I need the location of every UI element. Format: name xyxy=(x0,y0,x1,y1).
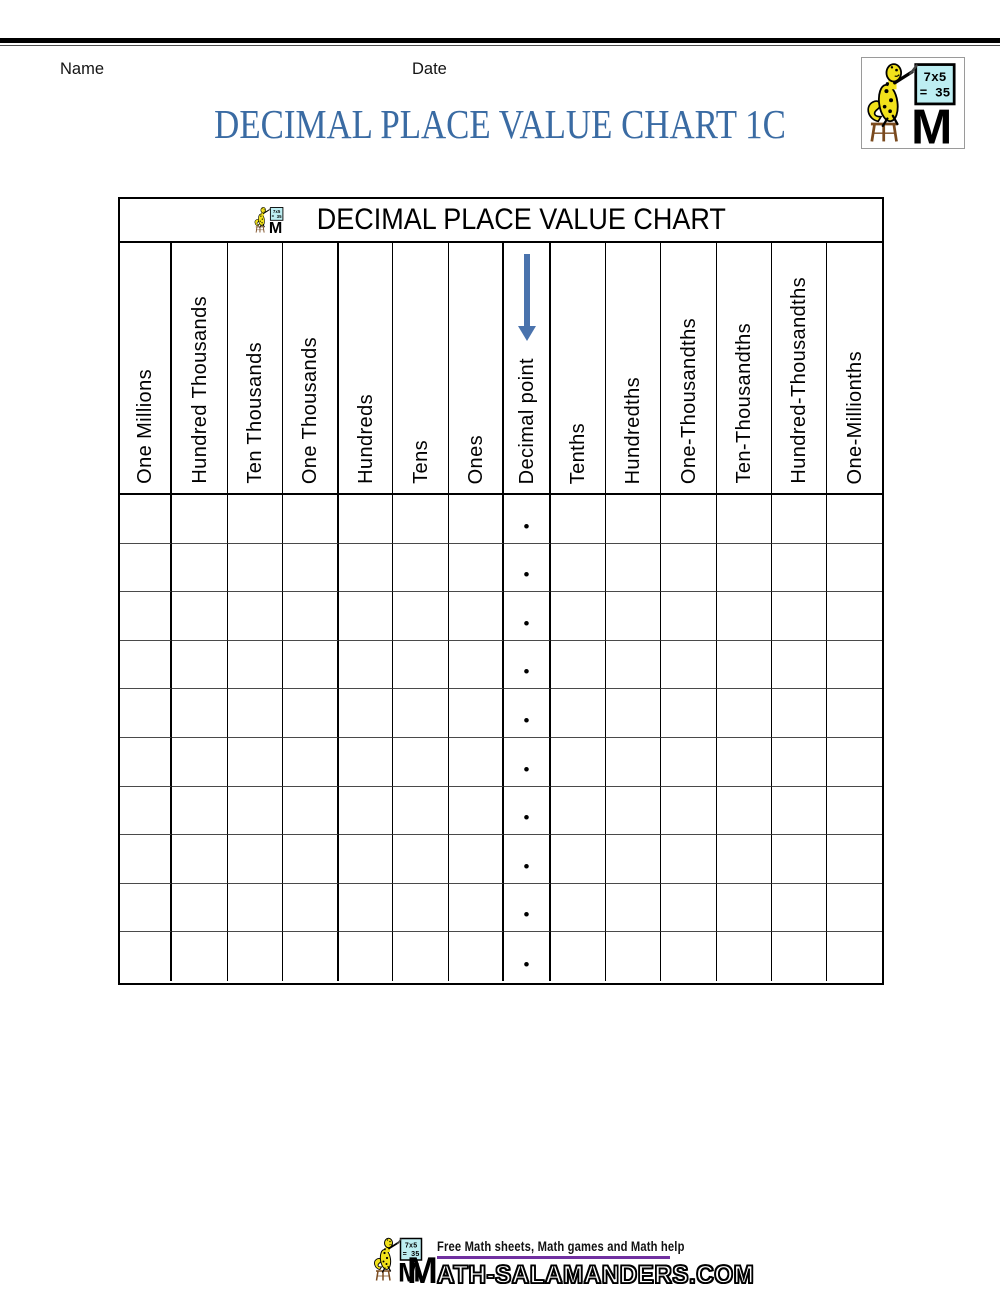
footer-site-wordmark xyxy=(407,1252,764,1289)
digit-cell xyxy=(551,835,606,884)
decimal-point-cell xyxy=(504,787,551,836)
digit-cell xyxy=(393,495,449,544)
digit-cell xyxy=(606,592,661,641)
column-header-label: Ones xyxy=(464,434,487,484)
digit-cell xyxy=(661,835,717,884)
column-header-tenths xyxy=(551,243,606,495)
place-value-grid xyxy=(120,243,882,981)
digit-cell xyxy=(827,738,882,787)
digit-cell xyxy=(393,544,449,593)
column-header-label: Hundred Thousands xyxy=(188,296,211,484)
digit-cell xyxy=(551,641,606,690)
digit-cell xyxy=(120,835,172,884)
decimal-point-dot: • xyxy=(523,565,530,585)
column-header-hundred-thousands xyxy=(172,243,228,495)
digit-cell xyxy=(172,592,228,641)
digit-cell xyxy=(772,884,827,933)
digit-cell xyxy=(661,495,717,544)
column-header-label: One-Thousandths xyxy=(677,317,700,484)
top-divider-line xyxy=(0,45,1000,46)
decimal-point-cell xyxy=(504,641,551,690)
digit-cell xyxy=(661,884,717,933)
date-label: Date xyxy=(412,60,447,78)
column-header-one-thousandths xyxy=(661,243,717,495)
column-header-ten-thousands xyxy=(228,243,283,495)
digit-cell xyxy=(717,495,772,544)
digit-cell xyxy=(283,932,339,981)
digit-cell xyxy=(172,544,228,593)
digit-cell xyxy=(228,689,283,738)
column-header-label: One Thousands xyxy=(299,336,321,484)
digit-cell xyxy=(393,689,449,738)
digit-cell xyxy=(551,932,606,981)
digit-cell xyxy=(172,738,228,787)
digit-cell xyxy=(827,787,882,836)
digit-cell xyxy=(551,787,606,836)
digit-cell xyxy=(772,689,827,738)
digit-cell xyxy=(120,738,172,787)
wordmark-rest: ATH-SALAMANDERS.COM xyxy=(436,1261,755,1289)
digit-cell xyxy=(393,884,449,933)
digit-cell xyxy=(172,787,228,836)
digit-cell xyxy=(120,544,172,593)
digit-cell xyxy=(772,787,827,836)
digit-cell xyxy=(120,884,172,933)
table-title: DECIMAL PLACE VALUE CHART xyxy=(316,203,726,236)
digit-cell xyxy=(228,592,283,641)
digit-cell xyxy=(393,932,449,981)
digit-cell xyxy=(120,495,172,544)
digit-cell xyxy=(283,592,339,641)
digit-cell xyxy=(827,689,882,738)
digit-cell xyxy=(661,544,717,593)
digit-cell xyxy=(606,787,661,836)
digit-cell xyxy=(717,932,772,981)
digit-cell xyxy=(717,641,772,690)
digit-cell xyxy=(449,592,504,641)
column-header-label: Hundreds xyxy=(354,394,377,484)
digit-cell xyxy=(606,835,661,884)
digit-cell xyxy=(606,544,661,593)
digit-cell xyxy=(393,592,449,641)
column-header-tens xyxy=(393,243,449,495)
digit-cell xyxy=(172,884,228,933)
digit-cell xyxy=(827,544,882,593)
column-header-one-thousands xyxy=(283,243,339,495)
digit-cell xyxy=(772,641,827,690)
digit-cell xyxy=(551,689,606,738)
digit-cell xyxy=(827,835,882,884)
decimal-point-arrow-icon xyxy=(518,254,536,341)
decimal-point-cell xyxy=(504,738,551,787)
decimal-point-dot: • xyxy=(523,856,530,876)
column-header-ten-thousandths xyxy=(717,243,772,495)
digit-cell xyxy=(339,689,393,738)
digit-cell xyxy=(228,544,283,593)
digit-cell xyxy=(606,932,661,981)
digit-cell xyxy=(120,689,172,738)
digit-cell xyxy=(339,495,393,544)
column-header-label: One Millions xyxy=(134,369,156,484)
digit-cell xyxy=(717,738,772,787)
name-label: Name xyxy=(60,60,105,78)
table-title-row xyxy=(120,199,882,243)
digit-cell xyxy=(449,689,504,738)
digit-cell xyxy=(228,738,283,787)
digit-cell xyxy=(120,592,172,641)
column-header-hundredths xyxy=(606,243,661,495)
column-header-label: Ten Thousands xyxy=(244,342,266,484)
digit-cell xyxy=(606,495,661,544)
decimal-point-cell xyxy=(504,932,551,981)
digit-cell xyxy=(551,544,606,593)
digit-cell xyxy=(228,495,283,544)
digit-cell xyxy=(339,884,393,933)
digit-cell xyxy=(449,641,504,690)
wordmark-initial: M xyxy=(407,1250,438,1291)
digit-cell xyxy=(393,641,449,690)
decimal-point-cell xyxy=(504,689,551,738)
digit-cell xyxy=(827,641,882,690)
digit-cell xyxy=(661,641,717,690)
digit-cell xyxy=(449,544,504,593)
column-header-label: Tenths xyxy=(567,422,589,484)
column-header-label: Hundredths xyxy=(622,376,644,484)
digit-cell xyxy=(228,932,283,981)
digit-cell xyxy=(551,592,606,641)
column-header-hundred-thousandths xyxy=(772,243,827,495)
decimal-point-dot: • xyxy=(523,954,530,974)
digit-cell xyxy=(449,884,504,933)
decimal-point-cell xyxy=(504,495,551,544)
decimal-point-dot: • xyxy=(523,710,530,730)
decimal-point-cell xyxy=(504,884,551,933)
digit-cell xyxy=(551,495,606,544)
digit-cell xyxy=(827,495,882,544)
digit-cell xyxy=(283,641,339,690)
decimal-point-dot: • xyxy=(523,808,530,828)
digit-cell xyxy=(283,787,339,836)
digit-cell xyxy=(661,932,717,981)
digit-cell xyxy=(339,932,393,981)
digit-cell xyxy=(606,641,661,690)
digit-cell xyxy=(120,932,172,981)
digit-cell xyxy=(717,884,772,933)
digit-cell xyxy=(172,495,228,544)
digit-cell xyxy=(283,884,339,933)
decimal-point-cell xyxy=(504,544,551,593)
digit-cell xyxy=(606,738,661,787)
footer-tagline: Free Math sheets, Math games and Math help xyxy=(437,1238,685,1254)
digit-cell xyxy=(339,544,393,593)
digit-cell xyxy=(228,835,283,884)
digit-cell xyxy=(449,835,504,884)
digit-cell xyxy=(717,689,772,738)
digit-cell xyxy=(172,835,228,884)
place-value-chart-table xyxy=(118,197,884,985)
digit-cell xyxy=(339,592,393,641)
digit-cell xyxy=(551,738,606,787)
digit-cell xyxy=(606,689,661,738)
digit-cell xyxy=(339,641,393,690)
digit-cell xyxy=(172,689,228,738)
digit-cell xyxy=(661,787,717,836)
digit-cell xyxy=(606,884,661,933)
column-header-ones xyxy=(449,243,504,495)
column-header-one-millions xyxy=(120,243,172,495)
column-header-decimal-point xyxy=(504,243,551,495)
digit-cell xyxy=(827,592,882,641)
digit-cell xyxy=(283,835,339,884)
digit-cell xyxy=(283,495,339,544)
column-header-label: Tens xyxy=(409,440,432,484)
decimal-point-dot: • xyxy=(523,759,530,779)
digit-cell xyxy=(283,738,339,787)
digit-cell xyxy=(172,932,228,981)
digit-cell xyxy=(339,738,393,787)
digit-cell xyxy=(449,932,504,981)
digit-cell xyxy=(551,884,606,933)
digit-cell xyxy=(661,689,717,738)
digit-cell xyxy=(393,738,449,787)
digit-cell xyxy=(228,641,283,690)
digit-cell xyxy=(393,787,449,836)
decimal-point-cell xyxy=(504,592,551,641)
digit-cell xyxy=(717,544,772,593)
column-header-label: One-Millionths xyxy=(843,350,866,484)
digit-cell xyxy=(228,787,283,836)
digit-cell xyxy=(717,835,772,884)
digit-cell xyxy=(827,932,882,981)
decimal-point-dot: • xyxy=(523,905,530,925)
digit-cell xyxy=(120,787,172,836)
digit-cell xyxy=(449,738,504,787)
digit-cell xyxy=(772,495,827,544)
digit-cell xyxy=(661,738,717,787)
decimal-point-dot: • xyxy=(523,516,530,536)
digit-cell xyxy=(172,641,228,690)
decimal-point-cell xyxy=(504,835,551,884)
digit-cell xyxy=(283,689,339,738)
digit-cell xyxy=(772,932,827,981)
salamander-logo-icon-small xyxy=(254,202,285,238)
digit-cell xyxy=(449,787,504,836)
digit-cell xyxy=(717,787,772,836)
top-divider-bar xyxy=(0,38,1000,43)
digit-cell xyxy=(827,884,882,933)
digit-cell xyxy=(772,738,827,787)
digit-cell xyxy=(393,835,449,884)
digit-cell xyxy=(120,641,172,690)
decimal-point-dot: • xyxy=(523,613,530,633)
column-header-label: Ten-Thousandths xyxy=(733,323,755,484)
digit-cell xyxy=(717,592,772,641)
digit-cell xyxy=(772,544,827,593)
digit-cell xyxy=(772,835,827,884)
digit-cell xyxy=(339,835,393,884)
digit-cell xyxy=(228,884,283,933)
column-header-hundreds xyxy=(339,243,393,495)
digit-cell xyxy=(449,495,504,544)
page-title: DECIMAL PLACE VALUE CHART 1C xyxy=(214,101,786,147)
column-header-one-millionths xyxy=(827,243,882,495)
column-header-label: Decimal point xyxy=(515,357,538,484)
digit-cell xyxy=(772,592,827,641)
column-header-label: Hundred-Thousandths xyxy=(788,277,810,484)
decimal-point-dot: • xyxy=(523,662,530,682)
digit-cell xyxy=(339,787,393,836)
digit-cell xyxy=(283,544,339,593)
digit-cell xyxy=(661,592,717,641)
